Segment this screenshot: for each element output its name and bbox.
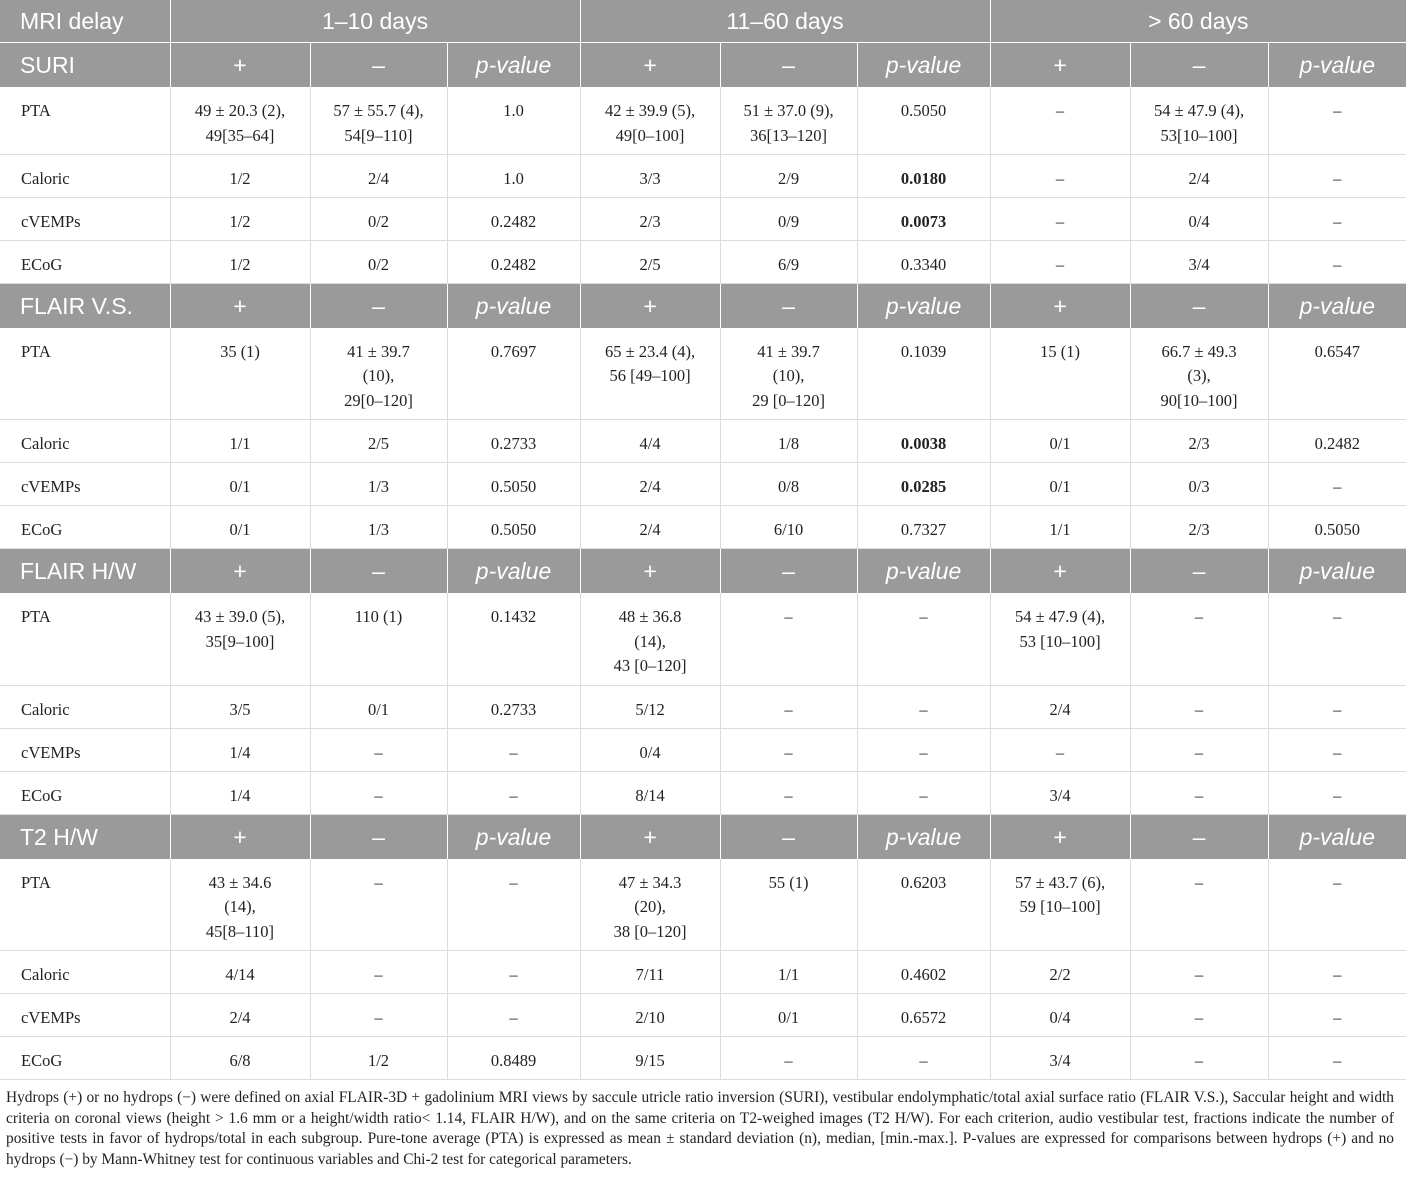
- table-cell: 65 ± 23.4 (4), 56 [49–100]: [580, 328, 720, 420]
- p-value-header: p-value: [1268, 283, 1406, 328]
- table-cell: 0/3: [1130, 463, 1268, 506]
- table-row: [0, 685, 1406, 728]
- table-cell: 2/10: [580, 994, 720, 1037]
- hydrops-positive-header: +: [580, 549, 720, 594]
- table-cell: 2/4: [990, 685, 1130, 728]
- table-cell: 4/14: [170, 951, 310, 994]
- row-label: cVEMPs: [0, 463, 170, 506]
- table-cell: –: [1130, 685, 1268, 728]
- table-cell: 1/3: [310, 506, 447, 549]
- hydrops-negative-header: –: [1130, 814, 1268, 859]
- table-cell: 2/4: [580, 463, 720, 506]
- table-cell: 54 ± 47.9 (4), 53 [10–100]: [990, 593, 1130, 685]
- p-value-header: p-value: [857, 549, 990, 594]
- section-header-row: [0, 283, 1406, 328]
- row-label: cVEMPs: [0, 994, 170, 1037]
- table-cell: –: [990, 728, 1130, 771]
- table-cell: 1/1: [990, 506, 1130, 549]
- hydrops-positive-header: +: [990, 283, 1130, 328]
- delay-group-over-60-days: > 60 days: [990, 0, 1406, 43]
- table-cell: 0.2733: [447, 685, 580, 728]
- p-value-header: p-value: [857, 283, 990, 328]
- hydrops-negative-header: –: [720, 283, 857, 328]
- table-cell: 0.0038: [857, 420, 990, 463]
- hydrops-positive-header: +: [580, 283, 720, 328]
- p-value-header: p-value: [1268, 549, 1406, 594]
- table-cell: 51 ± 37.0 (9), 36[13–120]: [720, 87, 857, 154]
- table-cell: 5/12: [580, 685, 720, 728]
- table-cell: 0/2: [310, 240, 447, 283]
- table-cell: 6/8: [170, 1037, 310, 1080]
- delay-group-11-60-days: 11–60 days: [580, 0, 990, 43]
- table-cell: –: [857, 593, 990, 685]
- hydrops-positive-header: +: [170, 283, 310, 328]
- table-cell: –: [1130, 859, 1268, 951]
- table-cell: 0/4: [990, 994, 1130, 1037]
- table-cell: 0.7697: [447, 328, 580, 420]
- hydrops-negative-header: –: [720, 814, 857, 859]
- table-cell: 54 ± 47.9 (4), 53[10–100]: [1130, 87, 1268, 154]
- table-cell: 2/4: [310, 154, 447, 197]
- table-cell: 42 ± 39.9 (5), 49[0–100]: [580, 87, 720, 154]
- table-row: [0, 951, 1406, 994]
- table-cell: 0/1: [720, 994, 857, 1037]
- p-value-header: p-value: [857, 43, 990, 88]
- table-cell: 1/1: [720, 951, 857, 994]
- table-row: [0, 994, 1406, 1037]
- table-cell: 0.1039: [857, 328, 990, 420]
- table-cell: 0.6572: [857, 994, 990, 1037]
- table-cell: 1/2: [170, 197, 310, 240]
- table-row: [0, 771, 1406, 814]
- table-cell: 6/9: [720, 240, 857, 283]
- table-cell: –: [1268, 951, 1406, 994]
- table-footnote: Hydrops (+) or no hydrops (−) were defined on axial FLAIR-3D + gadolinium MRI views by saccule utricle ratio inversion (SURI), vestibular endolymphatic/total axial surface ratio (FLAIR V.S.), Saccular height and width criteria on coronal views (height > 1.6 mm or a height/width ratio< 1.14, FLAIR H/W), and on the same criteria on T2-weighed images (T2 H/W). For each criterion, audio vestibular test, fractions indicate the number of positive tests in favor of hydrops/total in each subgroup. Pure-tone average (PTA) is expressed as mean ± standard deviation (n), median, [min.-max.]. P-values are expressed for comparisons between hydrops (+) and no hydrops (−) by Mann-Whitney test for continuous variables and Chi-2 test for categorical parameters.: [6, 1089, 1394, 1168]
- table-cell: –: [1130, 771, 1268, 814]
- hydrops-negative-header: –: [310, 814, 447, 859]
- hydrops-positive-header: +: [170, 814, 310, 859]
- table-cell: –: [990, 87, 1130, 154]
- table-row: [0, 463, 1406, 506]
- table-row: [0, 859, 1406, 951]
- table-cell: 3/5: [170, 685, 310, 728]
- section-header-row: [0, 43, 1406, 88]
- table-cell: 0/2: [310, 197, 447, 240]
- p-value-header: p-value: [447, 814, 580, 859]
- table-cell: –: [720, 728, 857, 771]
- p-value-header: p-value: [857, 814, 990, 859]
- hydrops-positive-header: +: [170, 549, 310, 594]
- table-cell: –: [1130, 593, 1268, 685]
- table-row: [0, 154, 1406, 197]
- table-cell: 1.0: [447, 154, 580, 197]
- table-cell: 2/5: [580, 240, 720, 283]
- table-cell: 7/11: [580, 951, 720, 994]
- row-label: ECoG: [0, 1037, 170, 1080]
- table-row: [0, 87, 1406, 154]
- table-cell: 0/9: [720, 197, 857, 240]
- table-cell: –: [447, 951, 580, 994]
- table-cell: 43 ± 34.6 (14), 45[8–110]: [170, 859, 310, 951]
- table-cell: –: [1268, 87, 1406, 154]
- table-cell: 9/15: [580, 1037, 720, 1080]
- table-cell: 1/3: [310, 463, 447, 506]
- table-cell: 49 ± 20.3 (2), 49[35–64]: [170, 87, 310, 154]
- table-cell: –: [1268, 463, 1406, 506]
- table-cell: 2/4: [1130, 154, 1268, 197]
- table-cell: –: [1268, 197, 1406, 240]
- section-label: FLAIR H/W: [0, 549, 170, 594]
- table-cell: 47 ± 34.3 (20), 38 [0–120]: [580, 859, 720, 951]
- table-cell: –: [1268, 994, 1406, 1037]
- hydrops-positive-header: +: [580, 814, 720, 859]
- table-cell: 0.8489: [447, 1037, 580, 1080]
- table-cell: –: [310, 951, 447, 994]
- delay-header-row: [0, 0, 1406, 43]
- table-row: [0, 420, 1406, 463]
- table-cell: 0.4602: [857, 951, 990, 994]
- hydrops-positive-header: +: [990, 43, 1130, 88]
- table-cell: –: [990, 154, 1130, 197]
- table-cell: 0/1: [170, 506, 310, 549]
- table-cell: 1.0: [447, 87, 580, 154]
- hydrops-negative-header: –: [720, 549, 857, 594]
- table-cell: 2/5: [310, 420, 447, 463]
- hydrops-positive-header: +: [990, 814, 1130, 859]
- table-cell: 2/4: [170, 994, 310, 1037]
- table-cell: 57 ± 43.7 (6), 59 [10–100]: [990, 859, 1130, 951]
- table-cell: 0.0180: [857, 154, 990, 197]
- row-label: PTA: [0, 859, 170, 951]
- table-cell: 0.2733: [447, 420, 580, 463]
- table-cell: –: [447, 859, 580, 951]
- table-cell: 0.6203: [857, 859, 990, 951]
- row-label: ECoG: [0, 240, 170, 283]
- table-cell: –: [310, 859, 447, 951]
- table-cell: 0/1: [990, 463, 1130, 506]
- table-cell: 4/4: [580, 420, 720, 463]
- table-cell: –: [1130, 728, 1268, 771]
- table-cell: –: [310, 994, 447, 1037]
- table-cell: 8/14: [580, 771, 720, 814]
- row-label: Caloric: [0, 420, 170, 463]
- table-cell: –: [1268, 593, 1406, 685]
- table-cell: 0/1: [170, 463, 310, 506]
- table-cell: –: [720, 685, 857, 728]
- table-cell: 0.2482: [447, 197, 580, 240]
- table-cell: 41 ± 39.7 (10), 29 [0–120]: [720, 328, 857, 420]
- section-label: FLAIR V.S.: [0, 283, 170, 328]
- table-cell: 1/2: [170, 240, 310, 283]
- p-value-header: p-value: [447, 283, 580, 328]
- table-cell: 1/4: [170, 771, 310, 814]
- hydrops-negative-header: –: [310, 283, 447, 328]
- table-cell: 0.1432: [447, 593, 580, 685]
- section-label: T2 H/W: [0, 814, 170, 859]
- table-row: [0, 506, 1406, 549]
- row-label: PTA: [0, 593, 170, 685]
- table-row: [0, 1037, 1406, 1080]
- table-cell: –: [857, 685, 990, 728]
- table-cell: –: [1268, 685, 1406, 728]
- table-cell: 2/4: [580, 506, 720, 549]
- table-cell: –: [1130, 1037, 1268, 1080]
- p-value-header: p-value: [447, 549, 580, 594]
- table-cell: 6/10: [720, 506, 857, 549]
- row-label: cVEMPs: [0, 728, 170, 771]
- table-cell: 0.2482: [1268, 420, 1406, 463]
- row-label: Caloric: [0, 951, 170, 994]
- hydrops-positive-header: +: [990, 549, 1130, 594]
- table-cell: 3/3: [580, 154, 720, 197]
- table-cell: 0.6547: [1268, 328, 1406, 420]
- row-label: ECoG: [0, 771, 170, 814]
- table-cell: –: [720, 771, 857, 814]
- table-cell: 0/4: [580, 728, 720, 771]
- table-cell: –: [1130, 951, 1268, 994]
- table-cell: –: [1268, 240, 1406, 283]
- hydrops-negative-header: –: [1130, 283, 1268, 328]
- hydrops-positive-header: +: [170, 43, 310, 88]
- hydrops-negative-header: –: [1130, 549, 1268, 594]
- table-cell: 0.5050: [447, 463, 580, 506]
- table-row: [0, 328, 1406, 420]
- hydrops-positive-header: +: [580, 43, 720, 88]
- p-value-header: p-value: [1268, 43, 1406, 88]
- table-cell: 0/1: [990, 420, 1130, 463]
- section-label: SURI: [0, 43, 170, 88]
- table-cell: 66.7 ± 49.3 (3), 90[10–100]: [1130, 328, 1268, 420]
- table-cell: 0.5050: [447, 506, 580, 549]
- table-cell: –: [857, 1037, 990, 1080]
- table-cell: –: [857, 728, 990, 771]
- table-cell: 0.3340: [857, 240, 990, 283]
- table-cell: 1/1: [170, 420, 310, 463]
- table-cell: –: [1268, 771, 1406, 814]
- table-cell: –: [1268, 728, 1406, 771]
- table-cell: 48 ± 36.8 (14), 43 [0–120]: [580, 593, 720, 685]
- table-cell: 0/1: [310, 685, 447, 728]
- delay-group-1-10-days: 1–10 days: [170, 0, 580, 43]
- table-cell: 0/4: [1130, 197, 1268, 240]
- table-cell: 2/3: [1130, 420, 1268, 463]
- table-cell: 43 ± 39.0 (5), 35[9–100]: [170, 593, 310, 685]
- table-cell: –: [1268, 154, 1406, 197]
- table-body: [0, 43, 1406, 1080]
- table-cell: –: [447, 994, 580, 1037]
- table-row: [0, 240, 1406, 283]
- table-cell: –: [720, 1037, 857, 1080]
- table-cell: 3/4: [1130, 240, 1268, 283]
- hydrops-negative-header: –: [310, 43, 447, 88]
- hydrops-negative-header: –: [310, 549, 447, 594]
- row-label: PTA: [0, 87, 170, 154]
- table-cell: 55 (1): [720, 859, 857, 951]
- table-cell: –: [447, 771, 580, 814]
- table-cell: 1/2: [310, 1037, 447, 1080]
- table-cell: –: [447, 728, 580, 771]
- table-cell: –: [310, 728, 447, 771]
- row-label: PTA: [0, 328, 170, 420]
- table-cell: 3/4: [990, 771, 1130, 814]
- table-cell: 2/3: [1130, 506, 1268, 549]
- table-cell: 15 (1): [990, 328, 1130, 420]
- table-cell: 110 (1): [310, 593, 447, 685]
- table-row: [0, 197, 1406, 240]
- table-cell: 0.7327: [857, 506, 990, 549]
- table-cell: 2/3: [580, 197, 720, 240]
- table-cell: –: [990, 197, 1130, 240]
- table-cell: 1/2: [170, 154, 310, 197]
- table-cell: 3/4: [990, 1037, 1130, 1080]
- row-label: Caloric: [0, 685, 170, 728]
- table-cell: 0.0073: [857, 197, 990, 240]
- p-value-header: p-value: [447, 43, 580, 88]
- table-cell: 41 ± 39.7 (10), 29[0–120]: [310, 328, 447, 420]
- mri-delay-header: MRI delay: [0, 0, 170, 43]
- table-cell: –: [857, 771, 990, 814]
- section-header-row: [0, 814, 1406, 859]
- table-cell: –: [1130, 994, 1268, 1037]
- table-cell: 0.2482: [447, 240, 580, 283]
- table-cell: 2/9: [720, 154, 857, 197]
- table-cell: 0/8: [720, 463, 857, 506]
- table-cell: –: [1268, 859, 1406, 951]
- hydrops-negative-header: –: [1130, 43, 1268, 88]
- table-cell: –: [310, 771, 447, 814]
- table-cell: 57 ± 55.7 (4), 54[9–110]: [310, 87, 447, 154]
- row-label: cVEMPs: [0, 197, 170, 240]
- table-cell: 1/8: [720, 420, 857, 463]
- table-row: [0, 728, 1406, 771]
- table-cell: 0.5050: [857, 87, 990, 154]
- hydrops-negative-header: –: [720, 43, 857, 88]
- table-cell: –: [1268, 1037, 1406, 1080]
- row-label: Caloric: [0, 154, 170, 197]
- table-cell: 35 (1): [170, 328, 310, 420]
- table-cell: –: [990, 240, 1130, 283]
- table-row: [0, 593, 1406, 685]
- row-label: ECoG: [0, 506, 170, 549]
- section-header-row: [0, 549, 1406, 594]
- table-cell: 1/4: [170, 728, 310, 771]
- p-value-header: p-value: [1268, 814, 1406, 859]
- table-cell: –: [720, 593, 857, 685]
- table-cell: 2/2: [990, 951, 1130, 994]
- table-cell: 0.5050: [1268, 506, 1406, 549]
- table-cell: 0.0285: [857, 463, 990, 506]
